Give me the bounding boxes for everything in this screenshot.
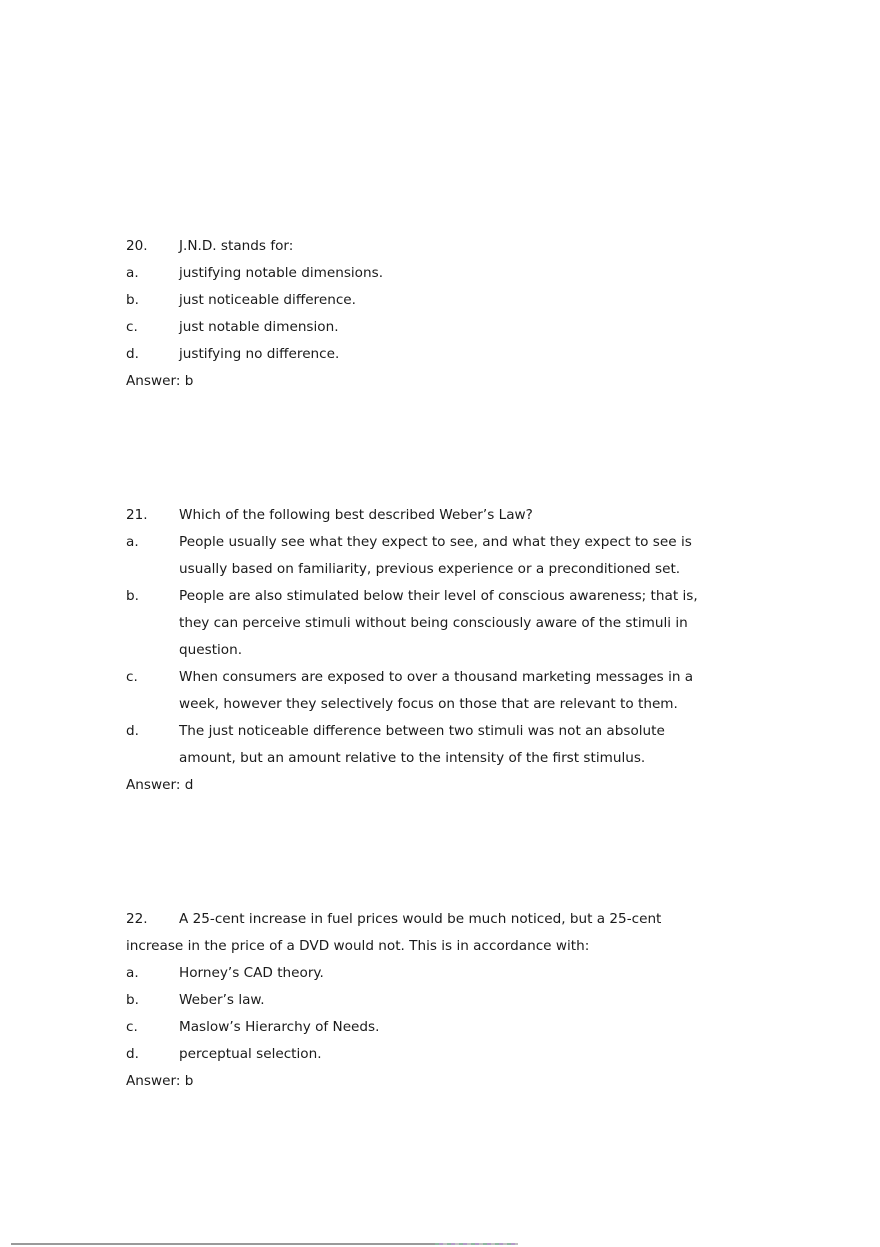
option-text: perceptual selection. xyxy=(179,1046,322,1062)
option-line xyxy=(126,718,766,745)
option-text: usually based on familiarity, previous experience or a preconditioned set. xyxy=(179,561,681,577)
option-letter: d. xyxy=(126,346,139,362)
question-list xyxy=(126,233,766,1202)
option-line xyxy=(126,610,766,637)
option-text: just noticeable difference. xyxy=(179,292,356,308)
option-letter: d. xyxy=(126,1046,139,1062)
option-line xyxy=(126,664,766,691)
answer-text: Answer: b xyxy=(126,1073,194,1089)
question-stem-line xyxy=(126,233,766,260)
question-block xyxy=(126,233,766,395)
option-text: People are also stimulated below their level of conscious awareness; that is, xyxy=(179,588,698,604)
question-block xyxy=(126,502,766,799)
option-letter: c. xyxy=(126,1019,138,1035)
question-number: 20. xyxy=(126,238,148,254)
question-number: 22. xyxy=(126,911,148,927)
question-stem-text: increase in the price of a DVD would not. This is in accordance with: xyxy=(126,938,590,954)
option-letter: a. xyxy=(126,265,139,281)
option-line xyxy=(126,341,766,368)
option-line xyxy=(126,960,766,987)
question-number: 21. xyxy=(126,507,148,523)
option-line xyxy=(126,1041,766,1068)
option-letter: d. xyxy=(126,723,139,739)
footer-divider xyxy=(11,1243,435,1245)
option-letter: c. xyxy=(126,669,138,685)
answer-line xyxy=(126,1068,766,1095)
option-letter: b. xyxy=(126,588,139,604)
option-text: they can perceive stimuli without being consciously aware of the stimuli in xyxy=(179,615,688,631)
option-letter: a. xyxy=(126,965,139,981)
option-line xyxy=(126,987,766,1014)
question-stem-text: Which of the following best described Weber’s Law? xyxy=(179,507,533,523)
option-text: Horney’s CAD theory. xyxy=(179,965,324,981)
option-letter: b. xyxy=(126,992,139,1008)
option-line xyxy=(126,287,766,314)
option-text: Maslow’s Hierarchy of Needs. xyxy=(179,1019,380,1035)
option-text: question. xyxy=(179,642,243,658)
answer-text: Answer: b xyxy=(126,373,194,389)
question-stem-text: J.N.D. stands for: xyxy=(179,238,294,254)
option-line xyxy=(126,691,766,718)
option-text: just notable dimension. xyxy=(179,319,339,335)
option-line xyxy=(126,260,766,287)
option-line xyxy=(126,1014,766,1041)
option-letter: b. xyxy=(126,292,139,308)
option-text: week, however they selectively focus on those that are relevant to them. xyxy=(179,696,678,712)
question-block xyxy=(126,906,766,1095)
option-text: People usually see what they expect to see, and what they expect to see is xyxy=(179,534,692,550)
option-line xyxy=(126,556,766,583)
question-stem-text: A 25-cent increase in fuel prices would be much noticed, but a 25-cent xyxy=(179,911,662,927)
option-text: Weber’s law. xyxy=(179,992,265,1008)
option-text: amount, but an amount relative to the intensity of the first stimulus. xyxy=(179,750,646,766)
answer-line xyxy=(126,368,766,395)
answer-line xyxy=(126,772,766,799)
option-letter: a. xyxy=(126,534,139,550)
option-line xyxy=(126,583,766,610)
answer-text: Answer: d xyxy=(126,777,194,793)
option-letter: c. xyxy=(126,319,138,335)
question-stem-line xyxy=(126,933,766,960)
option-line xyxy=(126,745,766,772)
question-stem-line xyxy=(126,906,766,933)
option-text: When consumers are exposed to over a thousand marketing messages in a xyxy=(179,669,694,685)
option-text: justifying no difference. xyxy=(179,346,340,362)
option-line xyxy=(126,314,766,341)
option-line xyxy=(126,529,766,556)
option-line xyxy=(126,637,766,664)
option-text: The just noticeable difference between two stimuli was not an absolute xyxy=(179,723,665,739)
option-text: justifying notable dimensions. xyxy=(179,265,384,281)
question-stem-line xyxy=(126,502,766,529)
footer-divider-tail xyxy=(435,1243,518,1245)
